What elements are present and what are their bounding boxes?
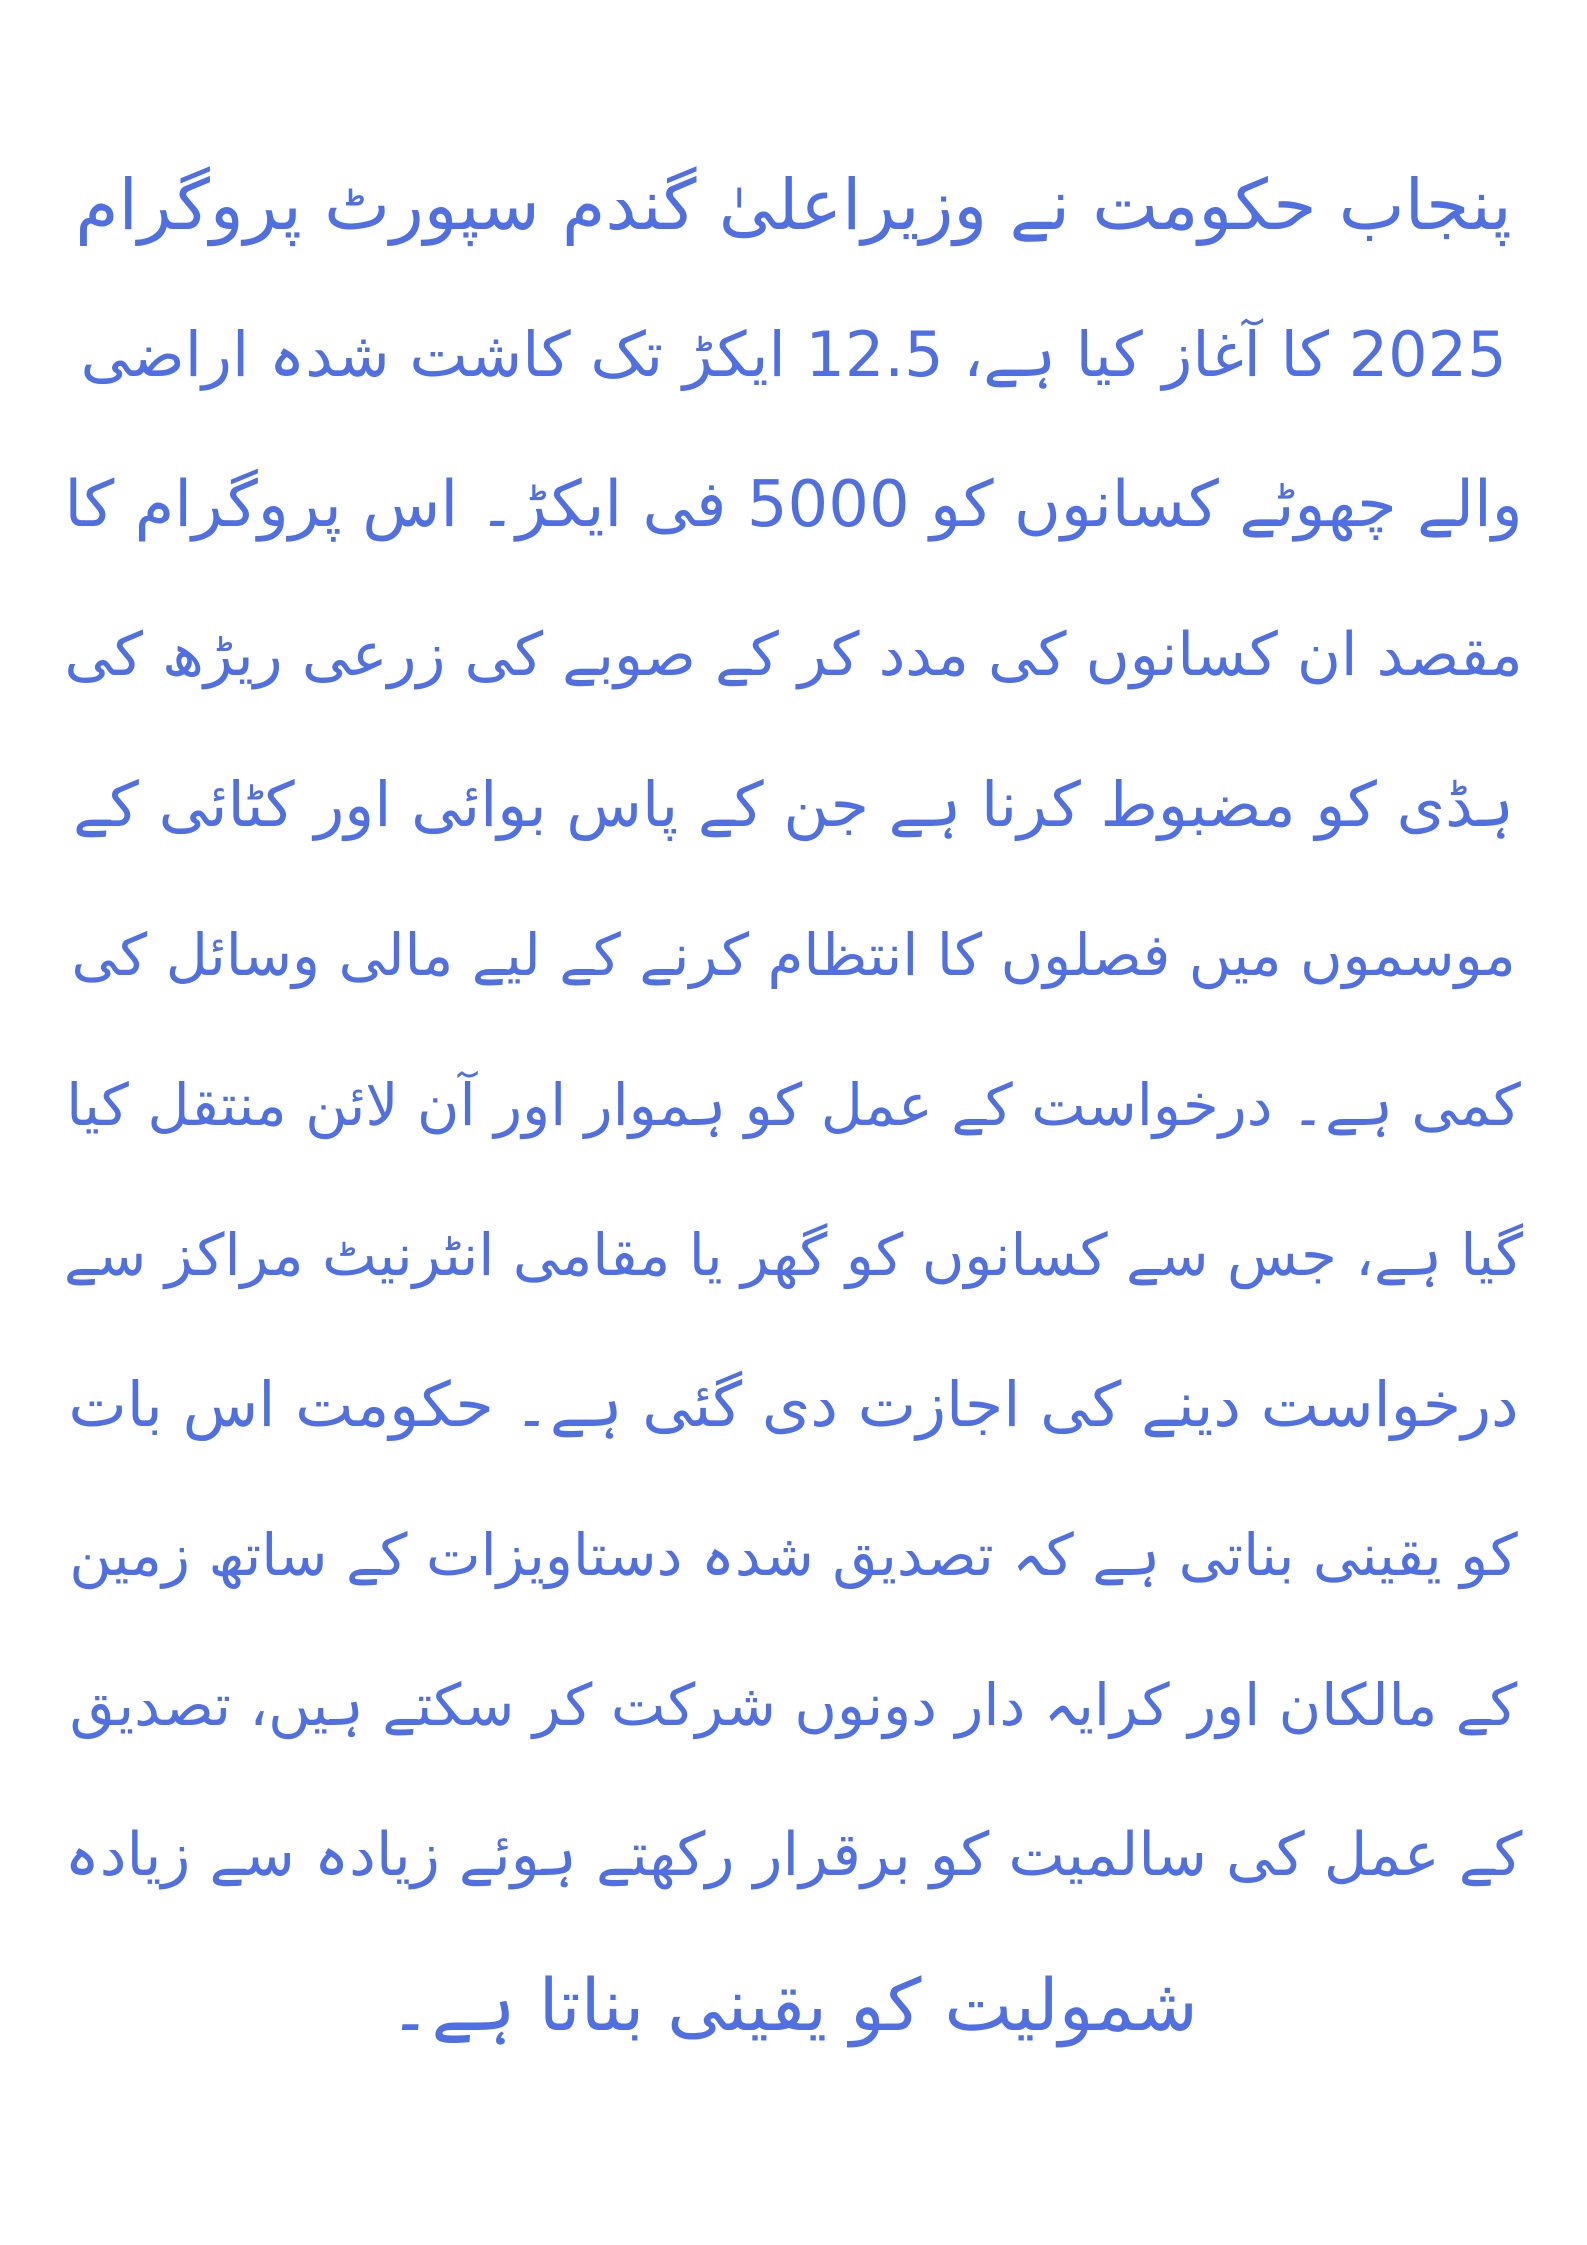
- text-line-7: کمی ہے۔ درخواست کے عمل کو ہموار اور آن لائن منتقل کیا: [66, 1071, 1521, 1139]
- text-line-12: کے عمل کی سالمیت کو برقرار رکھتے ہوئے زیادہ سے زیادہ: [64, 1820, 1523, 1890]
- text-line-3: والے چھوٹے کسانوں کو 5000 فی ایکڑ۔ اس پروگرام کا: [64, 468, 1523, 542]
- text-line-1: پنجاب حکومت نے وزیراعلیٰ گندم سپورٹ پروگرام: [75, 164, 1512, 246]
- text-line-4: مقصد ان کسانوں کی مدد کر کے صوبے کی زرعی ریڑھ کی: [64, 620, 1523, 690]
- text-line-9: درخواست دینے کی اجازت دی گئی ہے۔ حکومت اس بات: [68, 1368, 1519, 1441]
- text-line-5: ہڈی کو مضبوط کرنا ہے جن کے پاس بوائی اور کٹائی کے: [73, 768, 1514, 841]
- text-line-10: کو یقینی بناتی ہے کہ تصدیق شدہ دستاویزات کے ساتھ زمین: [69, 1521, 1518, 1589]
- text-line-13: شمولیت کو یقینی بناتا ہے۔: [389, 1963, 1198, 2047]
- text-line-8: گیا ہے، جس سے کسانوں کو گھر یا مقامی انٹرنیٹ مراکز سے: [63, 1221, 1524, 1289]
- urdu-paragraph: [60, 130, 1527, 2080]
- text-line-11: کے مالکان اور کرایہ دار دونوں شرکت کر سکتے ہیں، تصدیق: [69, 1671, 1518, 1739]
- text-line-2: 2025 کا آغاز کیا ہے، 12.5 ایکڑ تک کاشت شدہ اراضی: [80, 318, 1507, 391]
- text-line-6: موسموں میں فصلوں کا انتظام کرنے کے لیے مالی وسائل کی: [71, 921, 1516, 989]
